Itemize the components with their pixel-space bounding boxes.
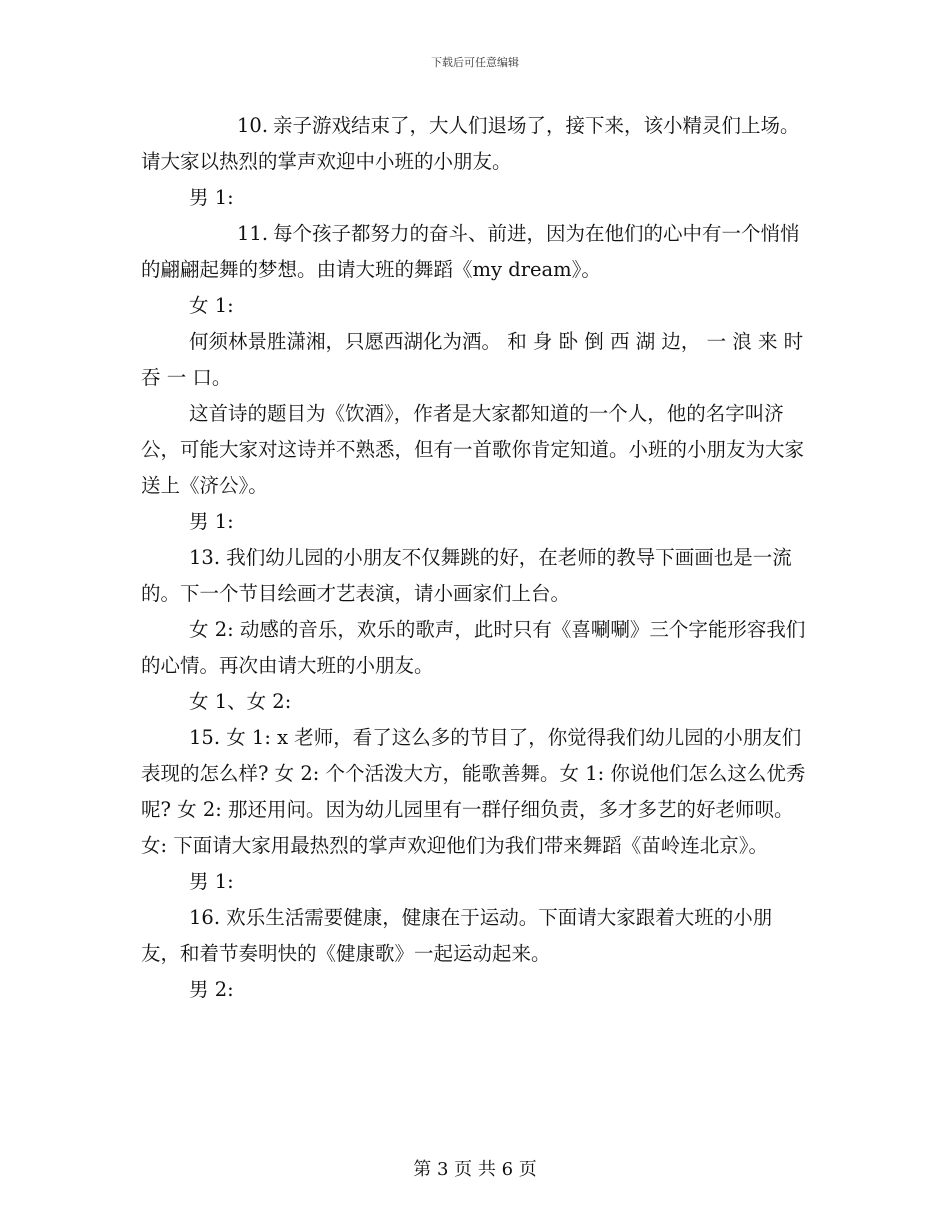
poem-line: 何须林景胜潇湘，只愿西湖化为酒。 和 身 卧 倒 西 湖 边， 一 浪 来 时 吞 一 口。: [141, 330, 804, 389]
paragraph-15: 15. 女 1: x 老师，看了这么多的节目了，你觉得我们幼儿园的小朋友们表现的怎么样? 女 2: 个个活泼大方，能歌善舞。女 1: 你说他们怎么这么优秀呢? 女 2: 那还用问。因为幼儿园里有一群仔细负责，多才多艺的好老师呗。女: 下面请大家用最热烈的掌声欢迎他们为我们带来舞蹈《苗岭连北京》。: [141, 726, 806, 857]
page-header-note: 下载后可任意编辑: [431, 56, 519, 69]
paragraph-10-text: 亲子游戏结束了，大人们退场了，接下来，该小精灵们上场。请大家以热烈的掌声欢迎中小班的小朋友。: [141, 114, 800, 173]
speaker-male-2: 男 2:: [189, 978, 234, 1001]
item-number-11: 11.: [237, 222, 269, 245]
paragraph-female-2: 女 2: 动感的音乐，欢乐的歌声，此时只有《喜唰唰》三个字能形容我们的心情。再次由请大班的小朋友。: [141, 618, 806, 677]
speaker-male-1: 男 1:: [189, 510, 234, 533]
document-body: [141, 108, 811, 1008]
paragraph-11-text: 每个孩子都努力的奋斗、前进，因为在他们的心中有一个悄悄的翩翩起舞的梦想。由请大班的舞蹈《my dream》。: [141, 222, 800, 281]
speaker-male-1: 男 1:: [189, 186, 234, 209]
paragraph-13: 13. 我们幼儿园的小朋友不仅舞跳的好，在老师的教导下画画也是一流的。下一个节目绘画才艺表演，请小画家们上台。: [141, 546, 792, 605]
paragraph-10: [141, 108, 811, 180]
poem-intro-paragraph: 这首诗的题目为《饮酒》，作者是大家都知道的一个人，他的名字叫济公，可能大家对这诗并不熟悉，但有一首歌你肯定知道。小班的小朋友为大家送上《济公》。: [141, 402, 805, 497]
item-number-10: 10.: [237, 114, 269, 137]
speaker-female-1-female-2: 女 1、女 2:: [189, 690, 292, 713]
paragraph-11: [141, 216, 811, 288]
speaker-male-1: 男 1:: [189, 870, 234, 893]
paragraph-16: 16. 欢乐生活需要健康，健康在于运动。下面请大家跟着大班的小朋友，和着节奏明快的《健康歌》一起运动起来。: [141, 906, 773, 965]
page-footer-number: 第 3 页 共 6 页: [413, 1159, 537, 1180]
speaker-female-1: 女 1:: [189, 294, 234, 317]
